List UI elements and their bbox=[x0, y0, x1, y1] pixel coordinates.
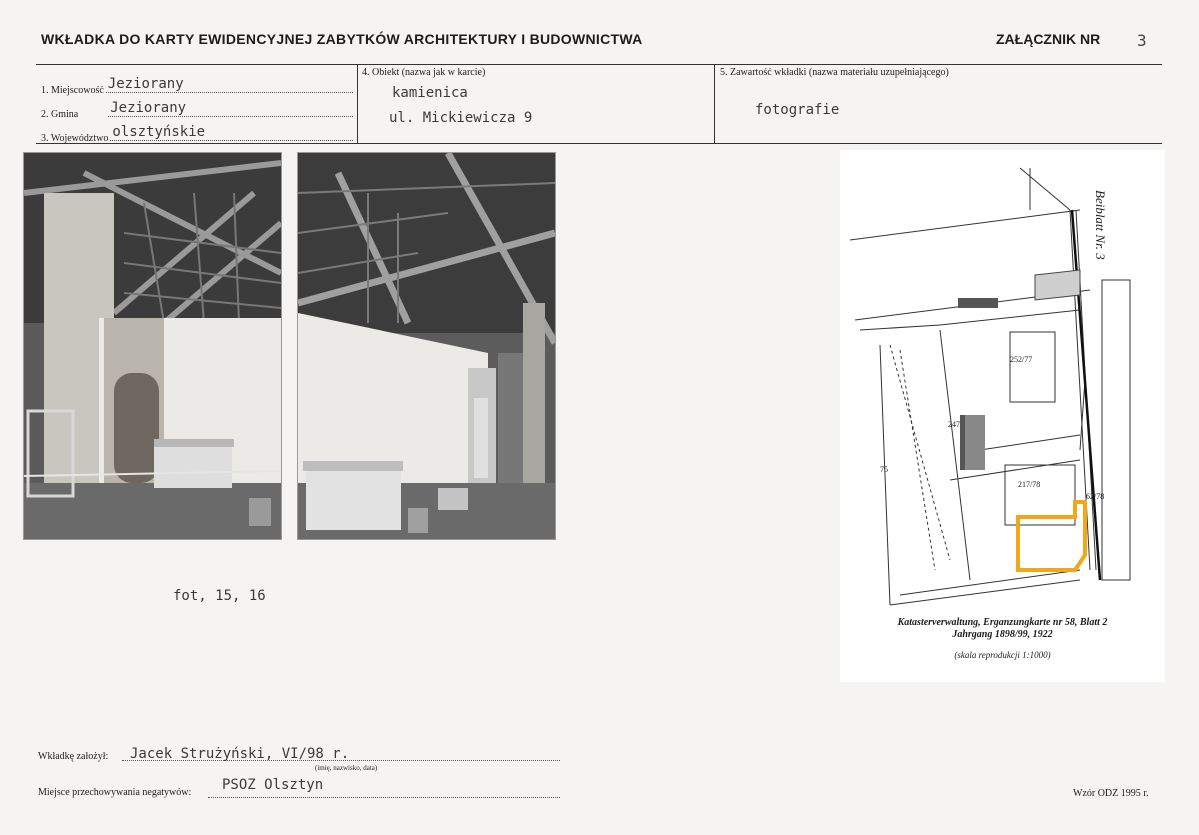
attic-photo-2-image bbox=[298, 153, 555, 539]
map-header-script: Beiblatt Nr. 3 bbox=[1093, 190, 1108, 260]
created-label: Wkładkę założył: bbox=[38, 751, 109, 762]
attachment-number: 3 bbox=[1137, 31, 1147, 50]
cadastral-map-drawing bbox=[840, 150, 1165, 610]
created-value: Jacek Strużyński, VI/98 r. bbox=[130, 746, 350, 762]
header-rule bbox=[36, 64, 1162, 65]
parcel-label-1: 252/77 bbox=[1010, 355, 1033, 364]
column-divider-2 bbox=[714, 64, 715, 144]
parcel-label-3: 247 bbox=[948, 420, 960, 429]
attic-photo-2 bbox=[297, 152, 556, 540]
attic-photo-1 bbox=[23, 152, 282, 540]
miejscowosc-value: Jeziorany bbox=[107, 76, 184, 92]
miejscowosc-field bbox=[41, 76, 353, 96]
gmina-value: Jeziorany bbox=[110, 100, 187, 116]
contents-label: 5. Zawartość wkładki (nazwa materiału uzupełniającego) bbox=[720, 67, 949, 78]
parcel-label-2: 217/78 bbox=[1018, 480, 1041, 489]
cadastral-map bbox=[840, 150, 1165, 682]
object-address: ul. Mickiewicza 9 bbox=[389, 110, 533, 126]
attic-photo-1-image bbox=[24, 153, 281, 539]
map-caption-line1: Katasterverwaltung, Erganzungkarte nr 58, Blatt 2 bbox=[897, 617, 1108, 628]
object-type: kamienica bbox=[392, 85, 468, 101]
parcel-label-4: 62/78 bbox=[1086, 492, 1105, 501]
gmina-field bbox=[41, 100, 353, 120]
parcel-label-5: 75 bbox=[880, 465, 888, 474]
photo-numbers: fot, 15, 16 bbox=[173, 588, 266, 604]
document-title: WKŁADKA DO KARTY EWIDENCYJNEJ ZABYTKÓW ARCHITEKTURY I BUDOWNICTWA bbox=[41, 31, 643, 47]
storage-line bbox=[208, 797, 560, 798]
wojewodztwo-field bbox=[41, 124, 353, 144]
map-caption bbox=[840, 617, 1165, 641]
wojewodztwo-label: 3. Województwo bbox=[41, 133, 109, 144]
gmina-label: 2. Gmina bbox=[41, 109, 79, 120]
form-code: Wzór ODZ 1995 r. bbox=[1073, 788, 1149, 799]
created-hint: (imię, nazwisko, data) bbox=[315, 764, 378, 772]
attachment-label: ZAŁĄCZNIK NR bbox=[996, 31, 1101, 47]
map-scale: (skala reprodukcji 1:1000) bbox=[954, 650, 1051, 660]
map-caption-line2: Jahrgang 1898/99, 1922 bbox=[952, 629, 1053, 640]
wojewodztwo-value: olsztyńskie bbox=[112, 124, 206, 140]
storage-value: PSOZ Olsztyn bbox=[222, 777, 324, 793]
storage-label: Miejsce przechowywania negatywów: bbox=[38, 787, 192, 798]
contents-value: fotografie bbox=[755, 102, 840, 118]
object-label: 4. Obiekt (nazwa jak w karcie) bbox=[362, 67, 486, 78]
column-divider-1 bbox=[357, 64, 358, 144]
miejscowosc-label: 1. Miejscowość bbox=[41, 85, 104, 96]
